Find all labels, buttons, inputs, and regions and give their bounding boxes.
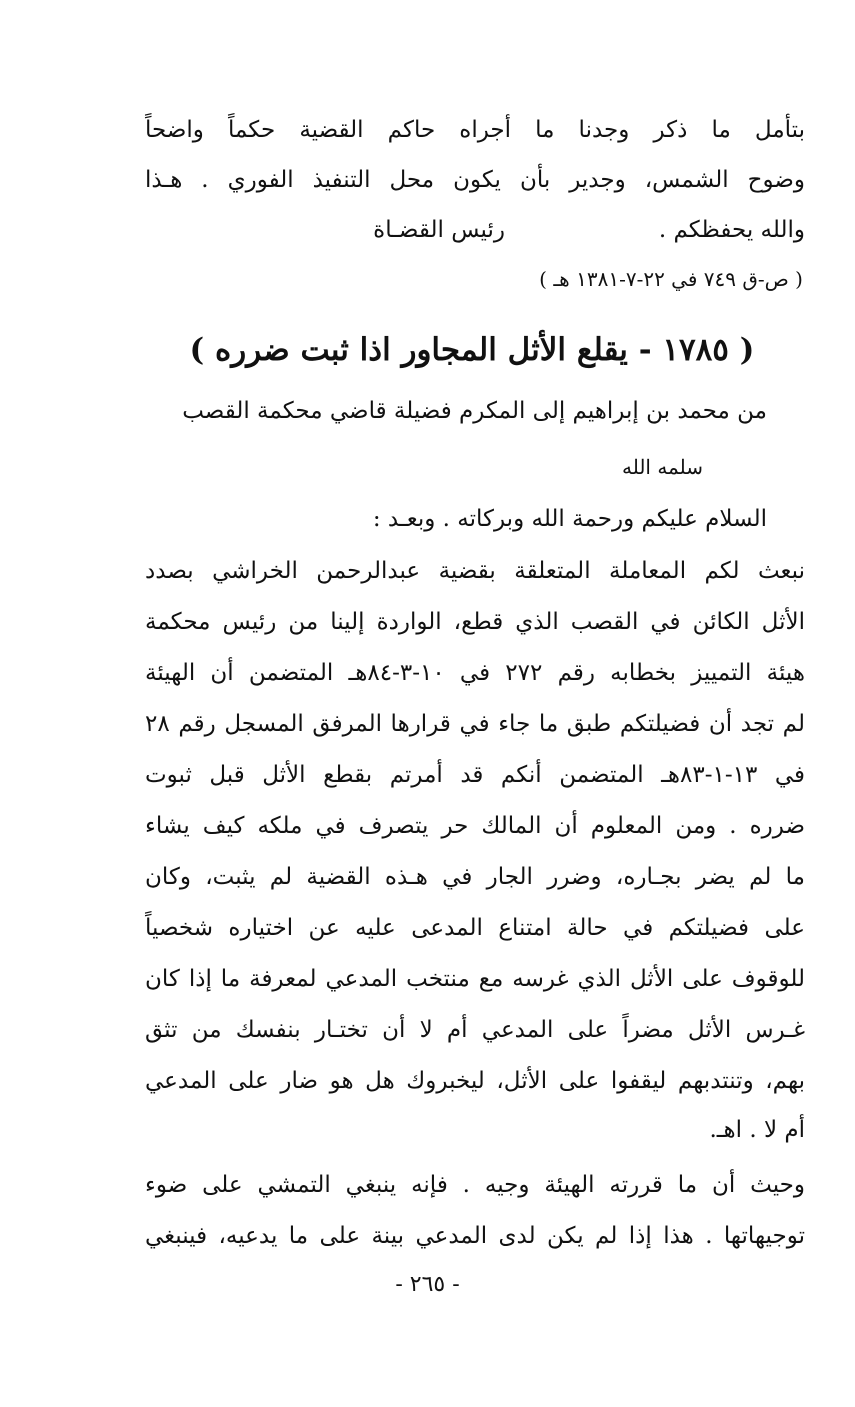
body-line: في ١٣-١-٨٣هـ المتضمن أنكم قد أمرتم بقطع الأثل قبل ثبوت — [145, 762, 805, 788]
page-number: - ٢٦٥ - — [395, 1272, 460, 1297]
body-line: ما لم يضر بجـاره، وضرر الجار في هـذه القضية لم يثبت، وكان — [145, 864, 805, 890]
body-line: توجيهاتها . هذا إذا لم يكن لدى المدعي بينة على ما يدعيه، فينبغي — [145, 1223, 805, 1249]
body-line: نبعث لكم المعاملة المتعلقة بقضية عبدالرحمن الخراشي بصدد — [145, 558, 805, 584]
address-line: من محمد بن إبراهيم إلى المكرم فضيلة قاضي محكمة القصب — [182, 398, 767, 424]
signature: رئيس القضـاة — [373, 217, 505, 243]
body-line: غـرس الأثل مضراً على المدعي أم لا أن تختـار بنفسك من تثق — [145, 1017, 805, 1043]
blessing-line: سلمه الله — [621, 455, 703, 479]
body-line: للوقوف على الأثل الذي غرسه مع منتخب المدعي لمعرفة ما إذا كان — [145, 966, 805, 992]
text-line: بتأمل ما ذكر وجدنا ما أجراه حاكم القضية حكماً واضحاً — [145, 117, 805, 143]
body-line: هيئة التمييز بخطابه رقم ٢٧٢ في ١٠-٣-٨٤هـ المتضمن أن الهيئة — [145, 660, 805, 686]
reference-line: ( ص-ق ٧٤٩ في ٢٢-٧-١٣٨١ هـ ) — [539, 267, 803, 291]
body-line: على فضيلتكم في حالة امتناع المدعى عليه عن اختياره شخصياً — [145, 915, 805, 941]
body-line: لم تجد أن فضيلتكم طبق ما جاء في قرارها المرفق المسجل رقم ٢٨ — [145, 711, 805, 737]
text-line: وضوح الشمس، وجدير بأن يكون محل التنفيذ الفوري . هـذا — [145, 167, 805, 193]
body-line: بهم، وتنتدبهم ليقفوا على الأثل، ليخبروك هل هو ضار على المدعي — [145, 1068, 805, 1094]
closing-text: والله يحفظكم . — [658, 217, 805, 243]
body-line: وحيث أن ما قررته الهيئة وجيه . فإنه ينبغي التمشي على ضوء — [145, 1172, 805, 1198]
section-title: ( ١٧٨٥ - يقلع الأثل المجاور اذا ثبت ضرره ) — [189, 332, 755, 368]
body-line: أم لا . اهـ. — [709, 1117, 805, 1143]
body-line: ضرره . ومن المعلوم أن المالك حر يتصرف في ملكه كيف يشاء — [145, 813, 805, 839]
body-line: الأثل الكائن في القصب الذي قطع، الواردة إلينا من رئيس محكمة — [145, 609, 805, 635]
greeting-line: السلام عليكم ورحمة الله وبركاته . وبعـد : — [372, 506, 767, 532]
